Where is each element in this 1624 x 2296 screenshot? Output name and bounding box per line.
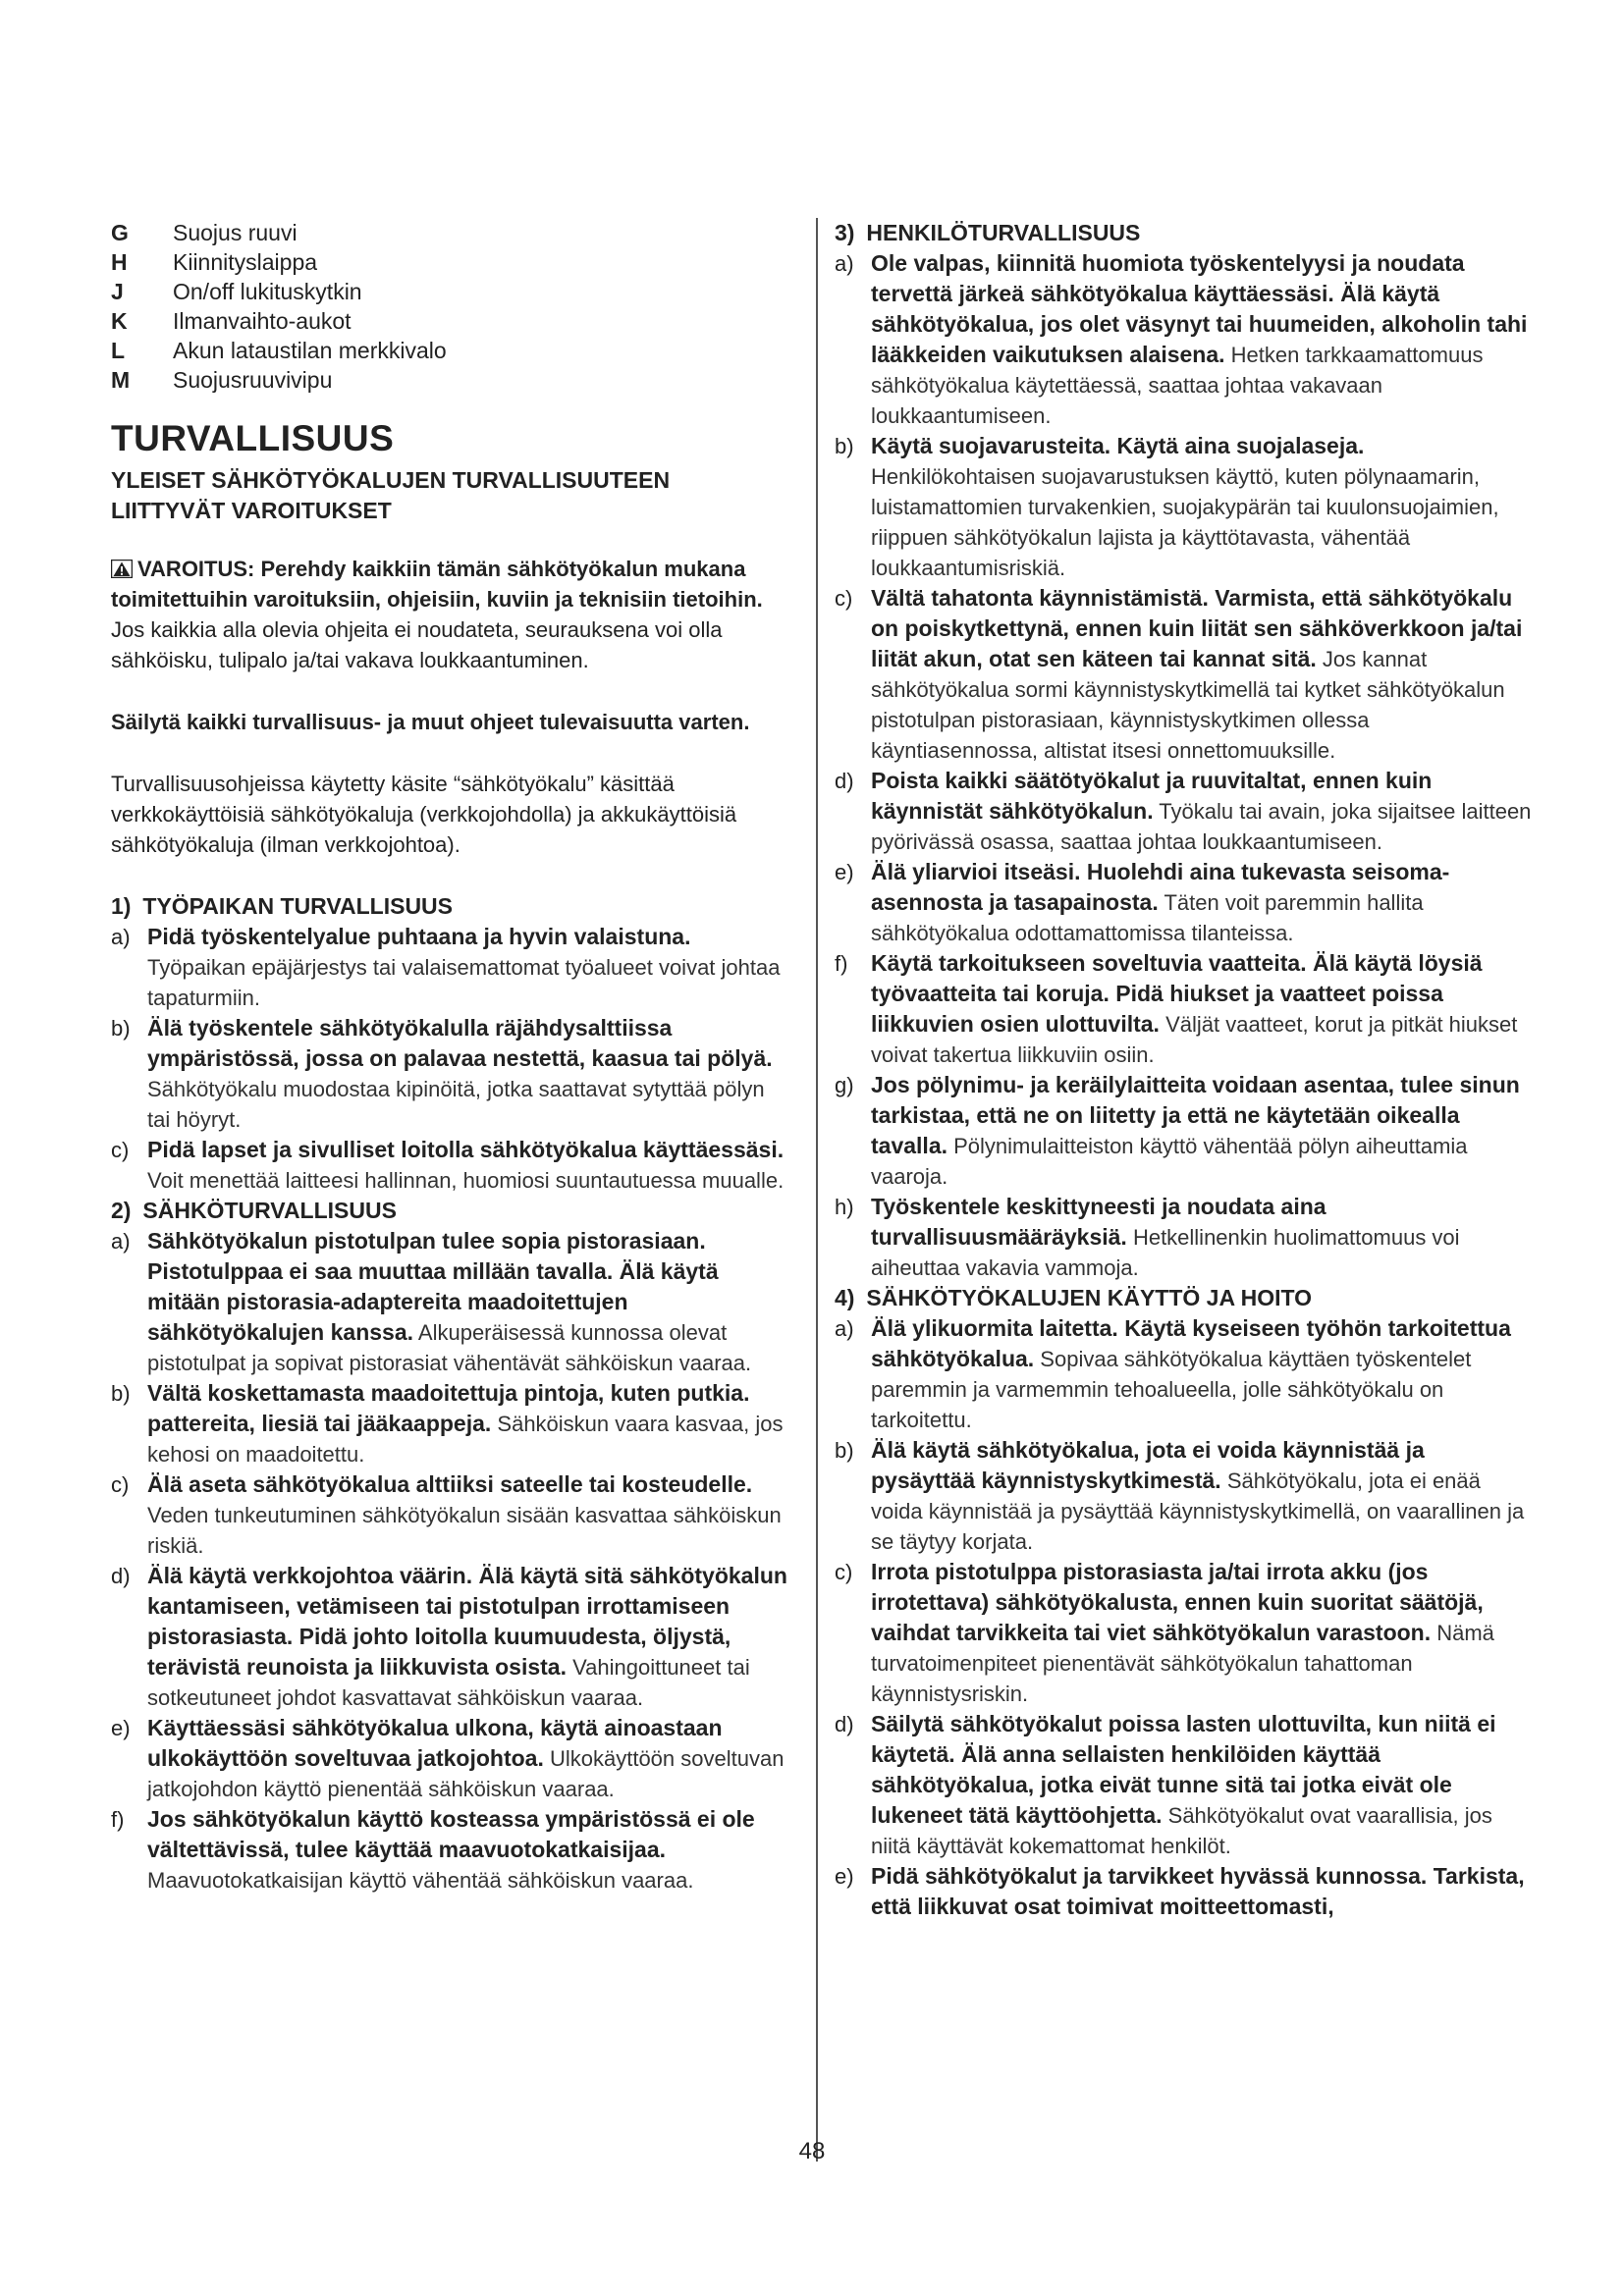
- legend-key: J: [111, 279, 124, 304]
- item-letter: c): [835, 586, 853, 611]
- item-letter: a): [835, 251, 854, 276]
- item-text: Jos kannat sähkötyökalua sormi käynnistyskytkimellä tai kytket sähkötyökalun pistotulpan pistorasiaan, käynnistyskytkimen ollessa käyntiasennossa, altistat itsesi onnettomuuksille.: [871, 647, 1505, 763]
- legend-text: On/off lukituskytkin: [173, 279, 362, 304]
- section-title: HENKILÖTURVALLISUUS: [866, 220, 1141, 245]
- warning-paragraph: [111, 554, 788, 675]
- item-letter: c): [111, 1472, 130, 1497]
- legend-key: H: [111, 249, 128, 275]
- item-bold-text: Pidä lapset ja sivulliset loitolla sähkötyökalua käyttäessäsi.: [147, 1137, 785, 1162]
- item-text: Henkilökohtaisen suojavarustuksen käyttö, kuten pölynaamarin, luistamattomien turvakenkien, suojakypärän tai kuulonsuojaimien, riippuen sähkötyökalun lajista ja käyttötavasta, vähentää loukkaantumisriskiä.: [871, 464, 1499, 580]
- item-letter: b): [835, 434, 854, 458]
- list-item: [835, 1313, 1532, 1435]
- item-letter: d): [835, 769, 854, 793]
- section-number: 4): [835, 1285, 855, 1310]
- item-bold-text: Käyttäessäsi sähkötyökalua ulkona, käytä ainoastaan ulkokäyttöön soveltuvaa jatkojohtoa.: [147, 1715, 723, 1771]
- list-item: [111, 1469, 788, 1561]
- item-letter: e): [835, 860, 854, 884]
- legend-item: [111, 218, 788, 247]
- item-letter: d): [835, 1712, 854, 1736]
- list-item: [111, 1713, 788, 1804]
- list-item: [111, 1226, 788, 1378]
- item-text: Vahingoittuneet tai sotkeutuneet johdot kasvattavat sähköiskun vaaraa.: [147, 1655, 750, 1710]
- list-item: [835, 948, 1532, 1070]
- item-text: Hetkellinenkin huolimattomuus voi aiheuttaa vakavia vammoja.: [871, 1225, 1460, 1280]
- item-text: Pölynimulaitteiston käyttö vähentää pölyn aiheuttamia vaaroja.: [871, 1134, 1468, 1189]
- right-column: [835, 218, 1532, 1922]
- section-heading: [835, 1283, 1532, 1313]
- warning-icon: [111, 560, 133, 578]
- legend-text: Suojusruuvivipu: [173, 367, 333, 393]
- legend-item: [111, 306, 788, 336]
- item-bold-text: Älä ylikuormita laitetta. Käytä kyseiseen työhön tarkoitettua sähkötyökalua.: [871, 1315, 1511, 1371]
- item-text: Sähköiskun vaara kasvaa, jos kehosi on maadoitettu.: [147, 1412, 784, 1467]
- section-title: SÄHKÖTYÖKALUJEN KÄYTTÖ JA HOITO: [866, 1285, 1313, 1310]
- list-item: [111, 1135, 788, 1196]
- page-heading: TURVALLISUUS: [111, 418, 395, 458]
- list-item: [835, 583, 1532, 766]
- list-item: [835, 431, 1532, 583]
- legend-key: L: [111, 338, 126, 363]
- item-text: Väljät vaatteet, korut ja pitkät hiukset voivat takertua liikkuviin osiin.: [871, 1012, 1518, 1067]
- list-item: [835, 1709, 1532, 1861]
- column-divider: [816, 218, 818, 2162]
- item-text: Sähkötyökalut ovat vaarallisia, jos niitä käyttävät kokemattomat henkilöt.: [871, 1803, 1492, 1858]
- item-letter: b): [111, 1016, 131, 1041]
- item-bold-text: Älä käytä verkkojohtoa väärin. Älä käytä sitä sähkötyökalun kantamiseen, vetämiseen tai pistotulpan irrottamiseen pistorasiasta. Pidä johto loitolla kuumuudesta, öljystä, terävistä reunoista ja liikkuvista osista.: [147, 1563, 787, 1680]
- item-text: Sähkötyökalu muodostaa kipinöitä, jotka saattavat sytyttää pölyn tai höyryt.: [147, 1077, 765, 1132]
- section-heading: [111, 891, 788, 922]
- item-bold-text: Säilytä sähkötyökalut poissa lasten ulottuvilta, kun niitä ei käytetä. Älä anna sellaisten henkilöiden käyttää sähkötyökalua, jotka eivät tunne sitä tai jotka eivät ole lukeneet tätä käyttöohjetta.: [871, 1711, 1496, 1828]
- list-item: [111, 1804, 788, 1896]
- keep-instructions-note: [111, 707, 788, 737]
- item-letter: h): [835, 1195, 854, 1219]
- list-item: [111, 1561, 788, 1713]
- legend-item: [111, 365, 788, 395]
- item-bold-text: Pidä sähkötyökalut ja tarvikkeet hyvässä kunnossa. Tarkista, että liikkuvat osat toimivat moitteettomasti,: [871, 1863, 1525, 1919]
- item-bold-text: Irrota pistotulppa pistorasiasta ja/tai irrota akku (jos irrotettava) sähkötyökalusta, ennen kuin suoritat säätöjä, vaihdat tarvikkeita tai viet sähkötyökalun varastoon.: [871, 1559, 1484, 1645]
- item-letter: g): [835, 1073, 854, 1097]
- item-bold-text: Työskentele keskittyneesti ja noudata aina turvallisuusmääräyksiä.: [871, 1194, 1326, 1250]
- legend-key: M: [111, 367, 131, 393]
- warning-bold-text: VAROITUS: Perehdy kaikkiin tämän sähkötyökalun mukana toimitettuihin varoituksiin, ohjeisiin, kuviin ja teknisiin tietoihin.: [111, 557, 763, 612]
- legend-list: [111, 218, 788, 395]
- list-item: [835, 1557, 1532, 1709]
- legend-text: Kiinnityslaippa: [173, 249, 318, 275]
- legend-text: Akun lataustilan merkkivalo: [173, 338, 447, 363]
- item-letter: c): [835, 1560, 853, 1584]
- warning-text: Jos kaikkia alla olevia ohjeita ei noudateta, seurauksena voi olla sähköisku, tulipalo ja/tai vakava loukkaantuminen.: [111, 617, 723, 672]
- item-letter: d): [111, 1564, 131, 1588]
- item-text: Sähkötyökalu, jota ei enää voida käynnistää ja pysäyttää käynnistyskytkimellä, on vaarallinen ja se täytyy korjata.: [871, 1468, 1525, 1554]
- list-item: [835, 1861, 1532, 1922]
- list-item: [835, 857, 1532, 948]
- item-text: Veden tunkeutuminen sähkötyökalun sisään kasvattaa sähköiskun riskiä.: [147, 1503, 782, 1558]
- item-letter: f): [835, 951, 848, 976]
- item-text: Alkuperäisessä kunnossa olevat pistotulpat ja sopivat pistorasiat vähentävät sähköiskun vaaraa.: [147, 1320, 752, 1375]
- item-bold-text: Poista kaikki säätötyökalut ja ruuvitaltat, ennen kuin käynnistät sähkötyökalun.: [871, 768, 1433, 824]
- legend-item: [111, 336, 788, 365]
- item-bold-text: Älä aseta sähkötyökalua alttiiksi sateelle tai kosteudelle.: [147, 1471, 753, 1497]
- item-letter: e): [111, 1716, 131, 1740]
- item-letter: a): [835, 1316, 854, 1341]
- section-number: 1): [111, 893, 132, 919]
- item-text: Ulkokäyttöön soveltuvan jatkojohdon käyttö pienentää sähköiskun vaaraa.: [147, 1746, 785, 1801]
- legend-text: Ilmanvaihto-aukot: [173, 308, 352, 334]
- item-letter: b): [111, 1381, 131, 1406]
- item-bold-text: Käytä tarkoitukseen soveltuvia vaatteita. Älä käytä löysiä työvaatteita tai koruja. Pidä hiukset ja vaatteet poissa liikkuvien osien ulottuvilta.: [871, 950, 1483, 1037]
- item-bold-text: Älä yliarvioi itseäsi. Huolehdi aina tukevasta seisoma-asennosta ja tasapainosta.: [871, 859, 1450, 915]
- definition-paragraph: Turvallisuusohjeissa käytetty käsite “sähkötyökalu” käsittää verkkokäyttöisiä sähkötyökaluja (verkkojohdolla) ja akkukäyttöisiä sähkötyökaluja (ilman verkkojohtoa).: [111, 772, 737, 857]
- item-bold-text: Sähkötyökalun pistotulpan tulee sopia pistorasiaan. Pistotulppaa ei saa muuttaa millään tavalla. Älä käytä mitään pistorasia-adaptereita maadoitettujen sähkötyökalujen kanssa.: [147, 1228, 719, 1345]
- item-letter: f): [111, 1807, 125, 1832]
- list-item: [835, 1070, 1532, 1192]
- legend-key: K: [111, 308, 128, 334]
- list-item: [835, 1435, 1532, 1557]
- section-number: 2): [111, 1198, 132, 1223]
- page-number: 48: [798, 2138, 826, 2164]
- section-heading: [835, 218, 1532, 248]
- item-text: Työkalu tai avain, joka sijaitsee laitteen pyörivässä osassa, saattaa johtaa loukkaantumiseen.: [871, 799, 1532, 854]
- item-bold-text: Ole valpas, kiinnitä huomiota työskentelyysi ja noudata tervettä järkeä sähkötyökalua käyttäessäsi. Älä käytä sähkötyökalua, jos olet väsynyt tai huumeiden, alkoholin tahi lääkkeiden vaikutuksen alaisena.: [871, 250, 1528, 367]
- legend-item: [111, 247, 788, 277]
- item-letter: c): [111, 1138, 130, 1162]
- legend-key: G: [111, 220, 129, 245]
- item-letter: a): [111, 1229, 131, 1254]
- item-letter: e): [835, 1864, 854, 1889]
- item-text: Nämä turvatoimenpiteet pienentävät sähkötyökalun tahattoman käynnistysriskin.: [871, 1621, 1494, 1706]
- keep-note-text: Säilytä kaikki turvallisuus- ja muut ohjeet tulevaisuutta varten.: [111, 710, 750, 734]
- item-bold-text: Jos pölynimu- ja keräilylaitteita voidaan asentaa, tulee sinun tarkistaa, että ne on liitetty ja että ne käytetään oikealla tavalla.: [871, 1072, 1520, 1158]
- legend-text: Suojus ruuvi: [173, 220, 298, 245]
- subheading: YLEISET SÄHKÖTYÖKALUJEN TURVALLISUUTEEN LIITTYVÄT VAROITUKSET: [111, 467, 671, 523]
- item-bold-text: Älä käytä sähkötyökalua, jota ei voida käynnistää ja pysäyttää käynnistyskytkimestä.: [871, 1437, 1425, 1493]
- item-letter: b): [835, 1438, 854, 1463]
- item-bold-text: Älä työskentele sähkötyökalulla räjähdysalttiissa ympäristössä, jossa on palavaa nestettä, kaasua tai pölyä.: [147, 1015, 773, 1071]
- section-title: TYÖPAIKAN TURVALLISUUS: [142, 893, 454, 919]
- section-number: 3): [835, 220, 855, 245]
- item-text: Työpaikan epäjärjestys tai valaisemattomat työalueet voivat johtaa tapaturmiin.: [147, 955, 781, 1010]
- list-item: [111, 922, 788, 1013]
- item-bold-text: Pidä työskentelyalue puhtaana ja hyvin valaistuna.: [147, 924, 691, 949]
- legend-item: [111, 277, 788, 306]
- left-column: [111, 218, 788, 1896]
- list-item: [835, 1192, 1532, 1283]
- section-title: SÄHKÖTURVALLISUUS: [142, 1198, 397, 1223]
- item-text: Hetken tarkkaamattomuus sähkötyökalua käytettäessä, saattaa johtaa vakavaan loukkaantumiseen.: [871, 343, 1484, 428]
- list-item: [835, 766, 1532, 857]
- section-heading: [111, 1196, 788, 1226]
- item-text: Voit menettää laitteesi hallinnan, huomiosi suuntautuessa muualle.: [147, 1168, 785, 1193]
- item-text: Maavuotokatkaisijan käyttö vähentää sähköiskun vaaraa.: [147, 1868, 694, 1893]
- item-text: Sopivaa sähkötyökalua käyttäen työskentelet paremmin ja varmemmin tehoalueella, jolle sähkötyökalu on tarkoitettu.: [871, 1347, 1472, 1432]
- list-item: [835, 248, 1532, 431]
- item-bold-text: Jos sähkötyökalun käyttö kosteassa ympäristössä ei ole vältettävissä, tulee käyttää maavuotokatkaisijaa.: [147, 1806, 755, 1862]
- item-bold-text: Käytä suojavarusteita. Käytä aina suojalaseja.: [871, 433, 1365, 458]
- list-item: [111, 1013, 788, 1135]
- item-text: Täten voit paremmin hallita sähkötyökalua odottamattomissa tilanteissa.: [871, 890, 1424, 945]
- item-bold-text: Vältä tahatonta käynnistämistä. Varmista, että sähkötyökalu on poiskytkettynä, ennen kuin liität sen sähköverkkoon ja/tai liität akun, otat sen käteen tai kannat sitä.: [871, 585, 1523, 671]
- list-item: [111, 1378, 788, 1469]
- item-bold-text: Vältä koskettamasta maadoitettuja pintoja, kuten putkia. pattereita, liesiä tai jääkaappeja.: [147, 1380, 750, 1436]
- item-letter: a): [111, 925, 131, 949]
